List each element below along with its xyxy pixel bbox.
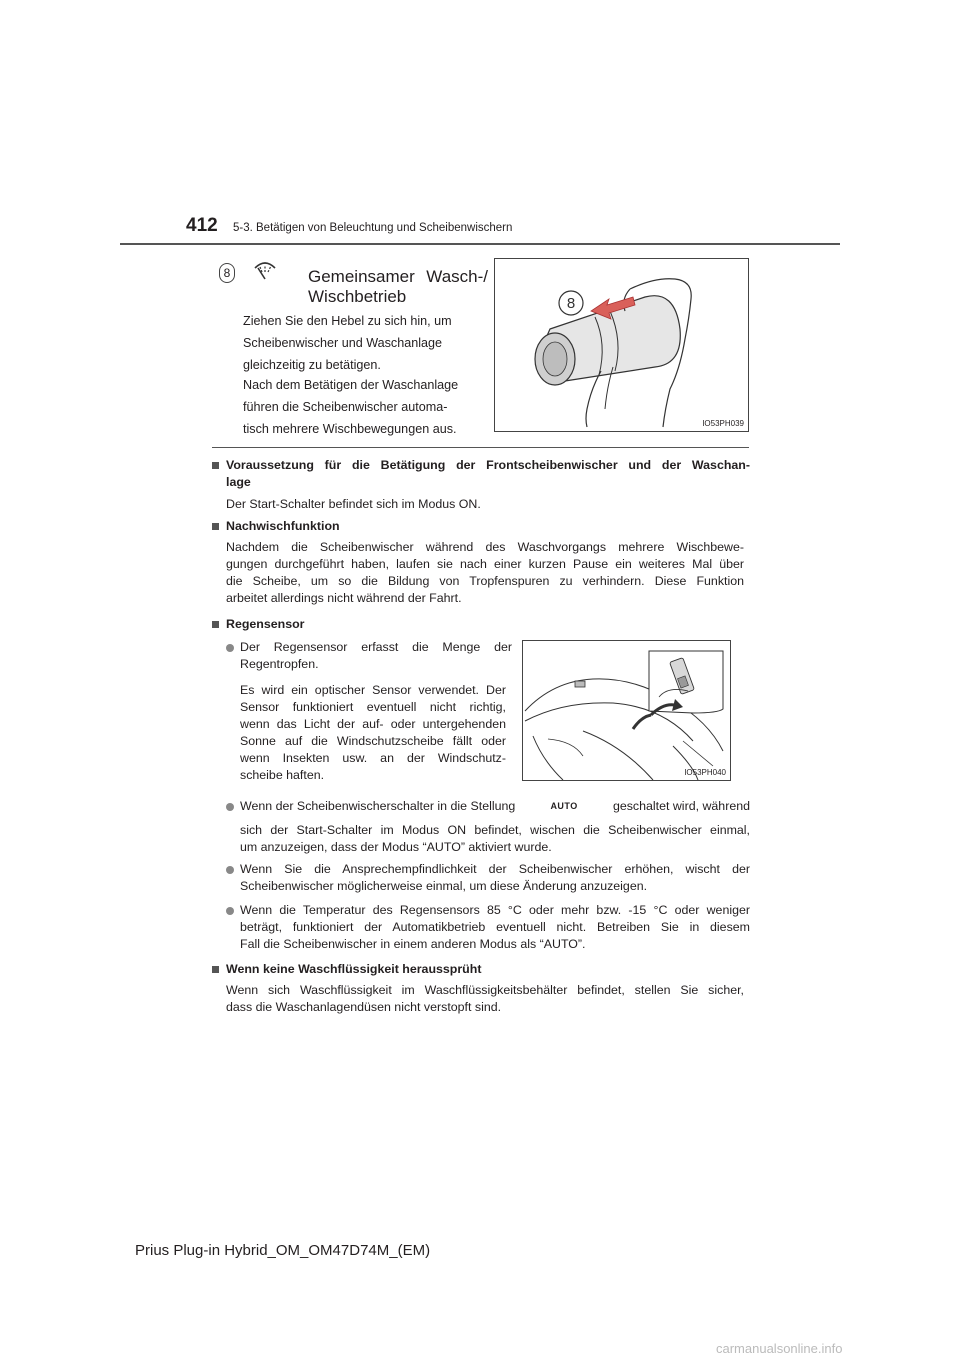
watermark: carmanualsonline.info (716, 1341, 843, 1356)
footer-model-code: Prius Plug-in Hybrid_OM_OM47D74M_(EM) (135, 1242, 431, 1259)
wiper-lever-figure (494, 258, 749, 432)
para2-line: Nach dem Betätigen der Waschanlage (243, 378, 459, 392)
washer-fluid-heading: Wenn keine Waschflüssigkeit heraussprüht (226, 962, 482, 976)
text-line: Es wird ein optischer Sensor verwendet. Der (240, 683, 506, 697)
auto-mode-icon: AUTO (550, 801, 578, 811)
bullet-square-icon (212, 523, 219, 530)
text-line: Nachdem die Scheibenwischer während des Waschvorgangs mehrere Wischbewe- (226, 540, 744, 554)
note-text-voraussetzung (226, 496, 750, 513)
operation-title-line2: Wischbetrieb (308, 287, 407, 306)
note-heading-nachwisch: Nachwischfunktion (226, 519, 340, 533)
text-line: Sensor funktioniert eventuell nicht richtig, (240, 700, 506, 714)
rain-sensor-bullet2-cont (240, 822, 750, 856)
operation-paragraph-1 (243, 310, 479, 376)
text-line: dass die Waschanlagendüsen nicht verstopft sind. (226, 1000, 502, 1014)
figure1-code: IO53PH039 (702, 419, 744, 428)
bullet-square-icon (212, 966, 219, 973)
rain-sensor-bullet3 (240, 861, 750, 895)
text-line: Fall die Scheibenwischer in einem anderen Modus als “AUTO”. (240, 937, 586, 951)
para1-line: gleichzeitig zu betätigen. (243, 358, 381, 372)
heading-line: lage (226, 475, 251, 489)
text-line: wenn Insekten usw. an der Windschutz- (240, 751, 506, 765)
wiper-lever-illustration (495, 259, 748, 431)
text-line: arbeitet allerdings nicht während der Fahrt. (226, 591, 462, 605)
text-line: Der Start-Schalter befindet sich im Modus ON. (226, 497, 481, 511)
rain-sensor-illustration (523, 641, 730, 780)
section-title: 5-3. Betätigen von Beleuchtung und Scheibenwischern (233, 222, 513, 234)
para2-line: tisch mehrere Wischbewegungen aus. (243, 422, 457, 436)
operation-paragraph-2 (243, 374, 479, 440)
bullet2-first-line (240, 798, 750, 815)
para1-line: Scheibenwischer und Waschanlage (243, 336, 443, 350)
text-segment: geschaltet wird, während (612, 799, 750, 813)
text-line: Scheibenwischer möglicherweise einmal, um diese Änderung anzuzeigen. (240, 879, 648, 893)
rain-sensor-bullet1-detail (240, 682, 506, 784)
text-line: Wenn die Temperatur des Regensensors 85 °C oder mehr bzw. -15 °C oder weniger (240, 903, 750, 917)
operation-title-line1: Gemeinsamer Wasch-/ (308, 267, 488, 286)
rain-sensor-figure (522, 640, 731, 781)
bullet-square-icon (212, 462, 219, 469)
rain-sensor-bullet1 (240, 639, 512, 673)
bullet-dot-icon (226, 907, 234, 915)
section-separator (212, 447, 749, 448)
text-line: sich der Start-Schalter im Modus ON befindet, wischen die Scheibenwischer einmal, (240, 823, 750, 837)
text-line: wenn das Licht der auf- oder untergehenden (240, 717, 506, 731)
note-heading-voraussetzung (226, 457, 750, 491)
text-line: Wenn Sie die Ansprechempfindlichkeit der Scheibenwischer erhöhen, wischt der (240, 862, 750, 876)
rain-sensor-bullet2 (240, 798, 750, 815)
text-line: scheibe haften. (240, 768, 325, 782)
bullet-dot-icon (226, 803, 234, 811)
text-line: Regentropfen. (240, 657, 319, 671)
page-number: 412 (186, 215, 218, 236)
header-divider (120, 243, 840, 245)
figure2-code: IO53PH040 (684, 768, 726, 777)
bullet-dot-icon (226, 644, 234, 652)
text-line: um anzuzeigen, dass der Modus “AUTO” aktiviert wurde. (240, 840, 552, 854)
text-line: Sonne auf die Windschutzscheibe fällt oder (240, 734, 506, 748)
text-segment: Wenn der Scheibenwischerschalter in die Stellung (240, 799, 516, 813)
para2-line: führen die Scheibenwischer automa- (243, 400, 448, 414)
rain-sensor-heading: Regensensor (226, 617, 305, 631)
text-line: Der Regensensor erfasst die Menge der (240, 640, 512, 654)
step-number-badge: 8 (219, 263, 235, 283)
washer-fluid-text (226, 982, 744, 1016)
figure1-callout-number: 8 (566, 295, 576, 312)
rain-sensor-bullet4 (240, 902, 750, 953)
text-line: gungen durchgeführt haben, laufen sie nach einer kurzen Pause ein weiteres Mal über (226, 557, 744, 571)
note-text-nachwisch (226, 539, 744, 607)
washer-wiper-icon (252, 260, 278, 282)
text-line: beträgt, funktioniert der Automatikbetrieb eventuell nicht. Betreiben Sie in diesem (240, 920, 750, 934)
heading-line: Voraussetzung für die Betätigung der Frontscheibenwischer und der Waschan- (226, 458, 750, 472)
bullet-dot-icon (226, 866, 234, 874)
text-line: die Scheibe, um so die Bildung von Tropfenspuren zu verhindern. Diese Funktion (226, 574, 744, 588)
text-line: Wenn sich Waschflüssigkeit im Waschflüssigkeitsbehälter befindet, stellen Sie sicher, (226, 983, 744, 997)
bullet-square-icon (212, 621, 219, 628)
para1-line: Ziehen Sie den Hebel zu sich hin, um (243, 314, 452, 328)
